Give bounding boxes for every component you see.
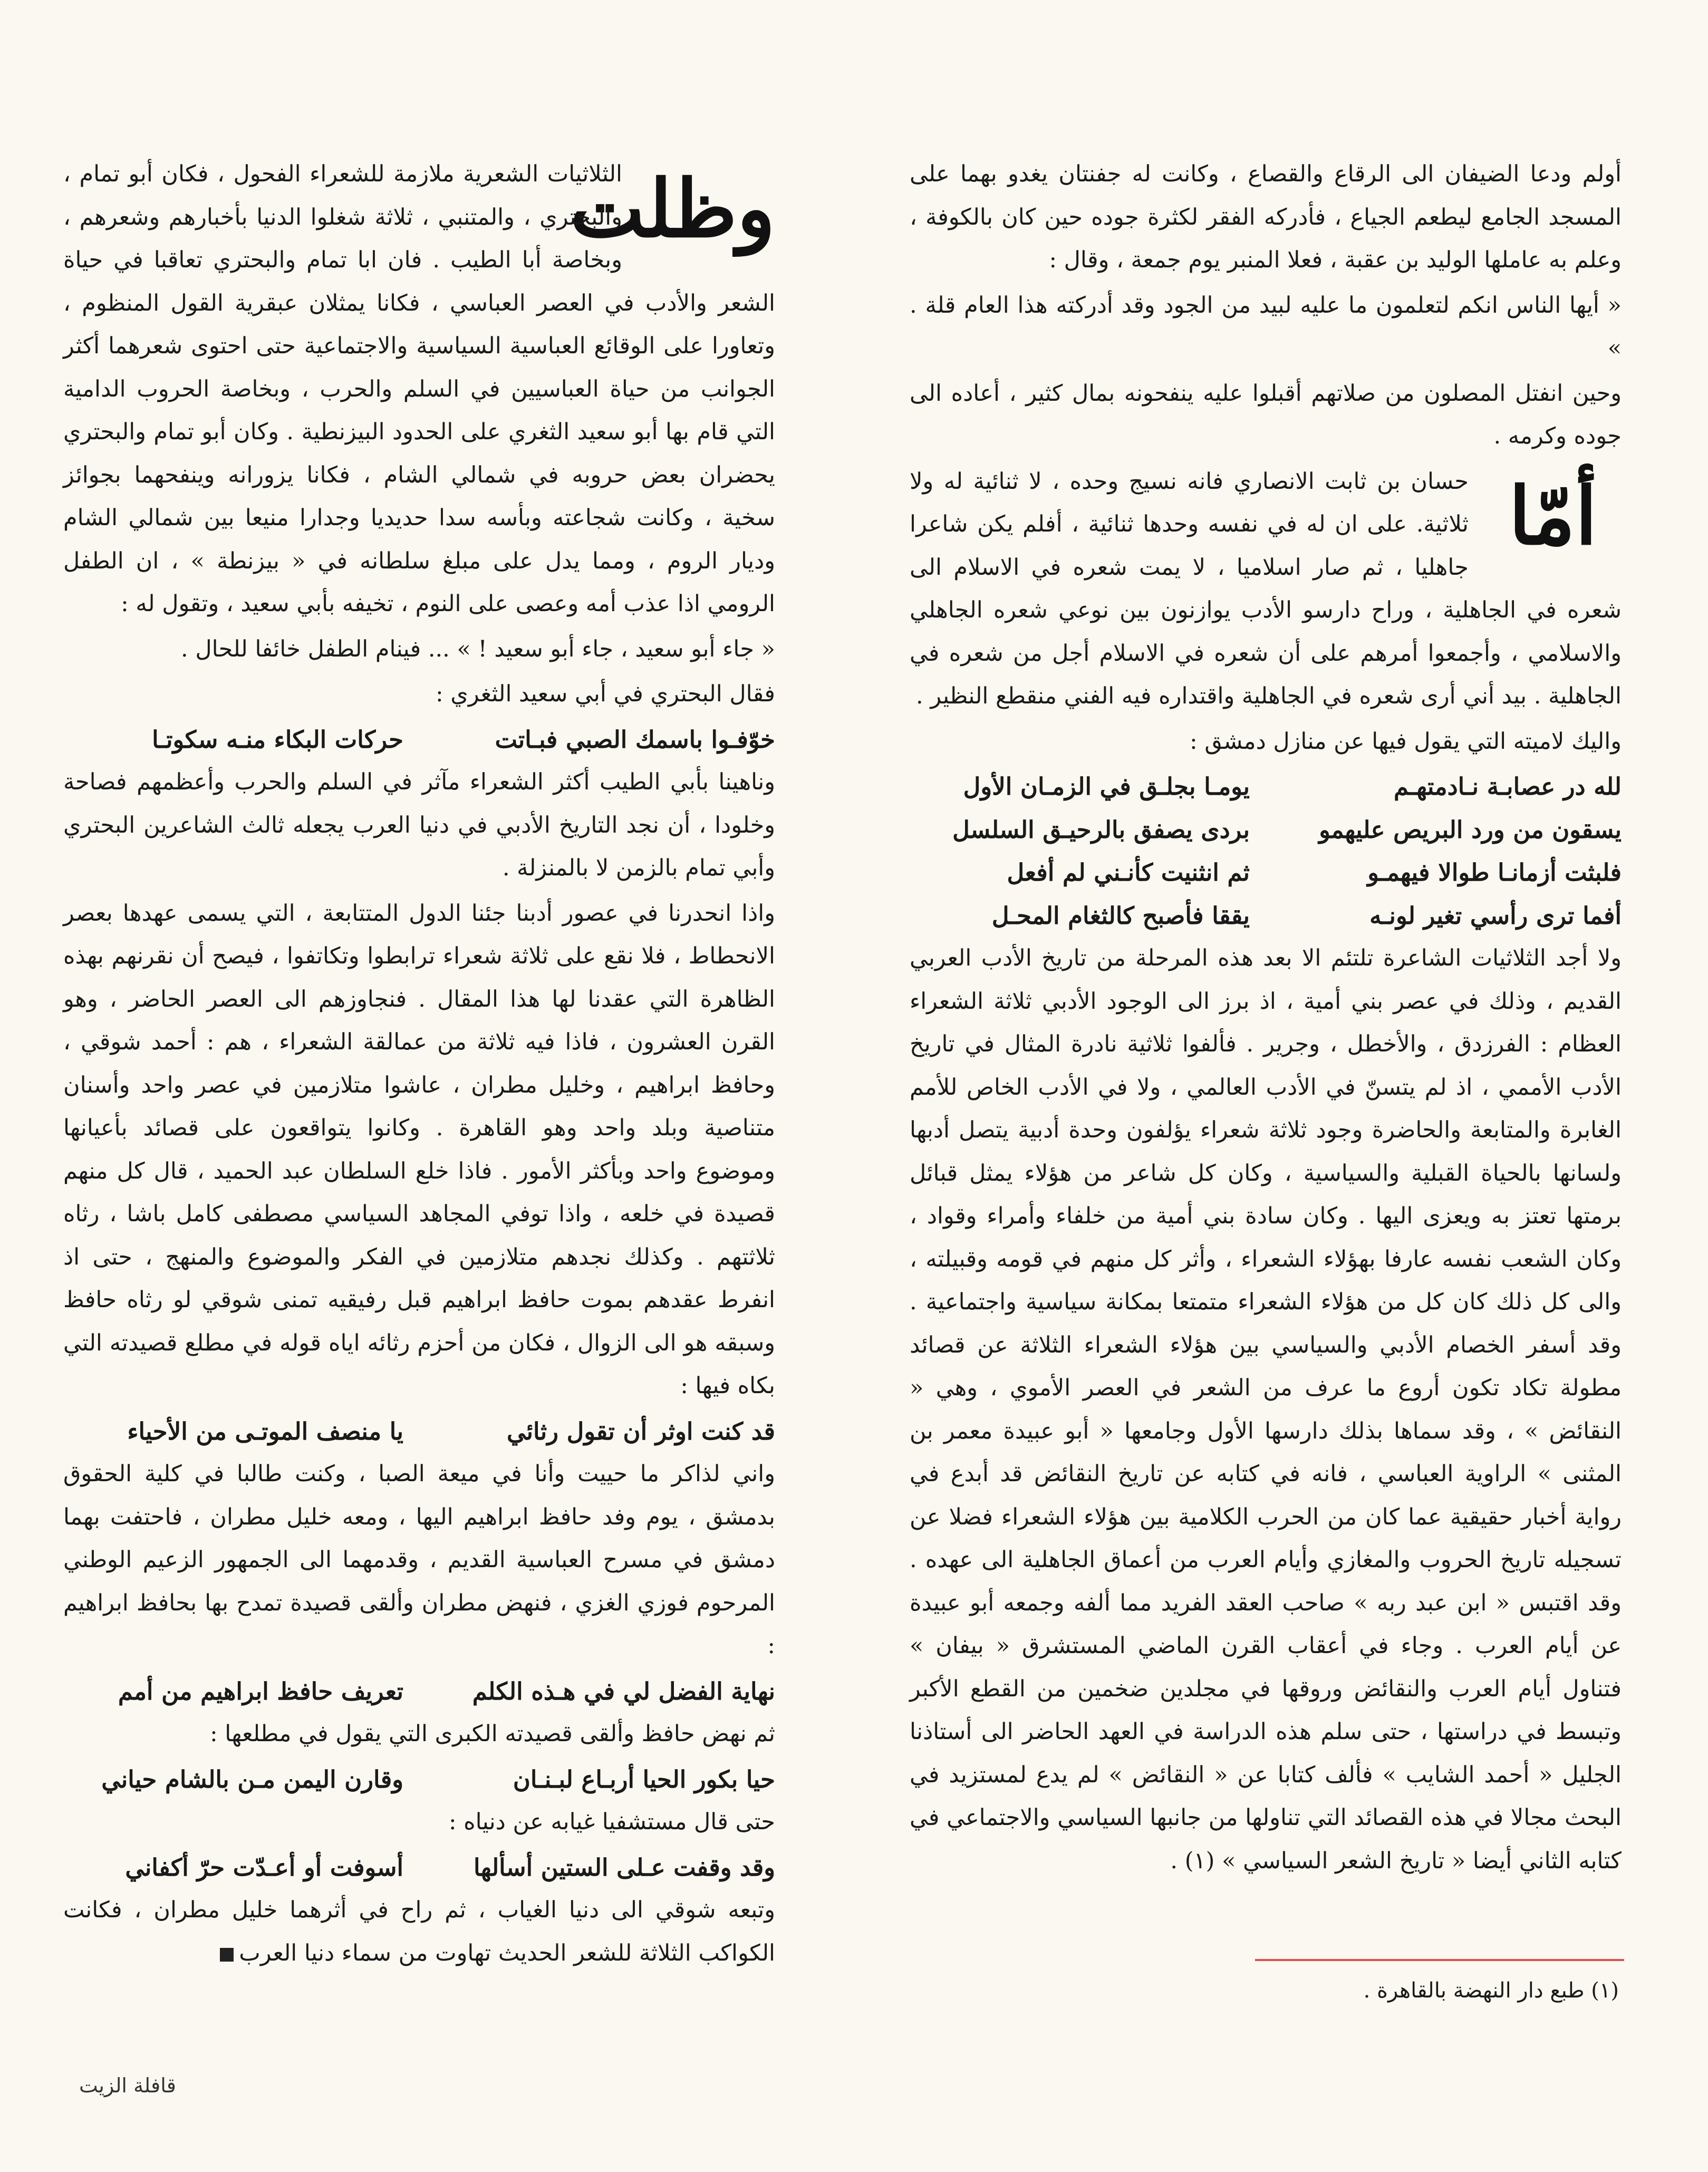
paragraph: حتى قال مستشفيا غيابه عن دنياه : [448,1809,775,1835]
verse-hemistich: حيا بكور الحيا أربـاع لبـنـان [513,1765,775,1793]
verse-hemistich: بردى يصفق بالرحيـق السلسل [952,815,1250,844]
footnote: (١) طبع دار النهضة بالقاهرة . [1363,1978,1619,2003]
paragraph: وناهينا بأبي الطيب أكثر الشعراء مآثر في السلم والحرب وأعظمهم فصاحة وخلودا ، أن نجد التاريخ الأدبي في دنيا العرب يجعله ثالث الشاعرين البحتري وأبي تمام بالزمن لا بالمنزلة . [63,769,775,881]
verse-hemistich: ثم انثنيت كأنـني لم أفعل [1007,858,1250,886]
verse-block [63,1670,775,1713]
verse-hemistich: قد كنت اوثر أن تقول رثائي [506,1417,775,1445]
paragraph: أولم ودعا الضيفان الى الرقاع والقصاع ، وكانت له جفنتان يغدو بهما على المسجد الجامع ليطعم الجياع ، فأدركه الفقر لكثرة جوده حين كان بالكوفة ، وعلم به عاملها الوليد بن عقبة ، فعلا المنبر يوم جمعة ، وقال : [910,161,1622,273]
verse-hemistich: لله در عصابـة نـادمتهـم [1394,773,1622,800]
paragraph: حسان بن ثابت الانصاري فانه نسيج وحده ، لا ثنائية له ولا ثلاثية. على ان له في نفسه وحدها ثنائية ، أفلم يكن شاعرا جاهليا ، ثم صار اسلاميا ، لا يمت شعره في الاسلام الى شعره في الجاهلية ، وراح دارسو الأدب يوازنون بين نوعي شعره الجاهلي والاسلامي ، وأجمعوا أمرهم على أن شعره في الاسلام أجل من شعره في الجاهلية . بيد أني أرى شعره في الجاهلية واقتداره فيه الفني منقطع النظير . [910,468,1622,709]
verse-block [63,1410,775,1453]
paragraph [63,1889,775,1975]
verse-hemistich: خوّفـوا باسمك الصبي فبـاتت [495,725,775,754]
paragraph-text: وتبعه شوقي الى دنيا الغياب ، ثم راح في أثرهما خليل مطران ، فكانت الكواكب الثلاثة للشعر الحديث تهاوت من سماء دنيا العرب [63,1897,775,1966]
verse-hemistich: وقد وقفت عـلى الستين أسألها [473,1853,775,1881]
verse-block [63,1758,775,1801]
right-column [910,153,1622,1885]
verse-hemistich: يسقون من ورد البريص عليهمو [1319,815,1622,844]
dropcap: أمّا [1509,469,1597,563]
verse-block [63,1846,775,1889]
verse-hemistich: حركات البكاء منـه سكوتـا [152,725,403,754]
dropcap: وظلت [570,162,775,255]
verse-hemistich: يومـا بجلـق في الزمـان الأول [963,773,1250,800]
footnote-rule [1255,1959,1624,1961]
paragraph: ولا أجد الثلاثيات الشاعرة تلتئم الا بعد هذه المرحلة من تاريخ الأدب العربي القديم ، وذلك في عصر بني أمية ، اذ برز الى الوجود الأدبي ثلاثة الشعراء العظام : الفرزدق ، والأخطل ، وجرير . فألفوا ثلاثية نادرة المثال في تاريخ الأدب الأممي ، اذ لم يتسنّ في الأدب العالمي ، ولا في الأدب الخاص للأمم الغابرة والمتابعة والحاضرة وجود ثلاثة شعراء يؤلفون وحدة أدبية يتصل أدبها ولسانها بالحياة القبلية والسياسية ، وكان كل شاعر من هؤلاء يمثل قبائل برمتها تعتز به ويعزى اليها . وكان سادة بني أمية من خلفاء وأمراء وقواد ، وكان الشعب نفسه عارفا بهؤلاء الشعراء ، وأثر كل منهم في قومه وقبيلته ، والى كل ذلك كان كل من هؤلاء الشعراء متمتعا بمكانة سياسية واجتماعية . وقد أسفر الخصام الأدبي والسياسي بين هؤلاء الشعراء الثلاثة عن قصائد مطولة تكاد تكون أروع ما عرف من الشعر في العصر الأموي ، وهي « النقائض » ، وقد سماها بذلك دارسها الأول وجامعها « أبو عبيدة معمر بن المثنى » الراوية العباسي ، فانه في كتابه عن تاريخ النقائض قد أبدع في رواية أخبار حقيقية عما كان من الحرب الكلامية بين هؤلاء الشعراء فضلا عن تسجيله تاريخ الحروب والمغازي وأيام العرب من أعماق الجاهلية الى عهده . وقد اقتبس « ابن عبد ربه » صاحب العقد الفريد مما ألفه وجمعه أبو عبيدة عن أيام العرب . وجاء في أعقاب القرن الماضي المستشرق « بيفان » فتناول أيام العرب والنقائض وروقها في مجلدين ضخمين من القطع الأكبر وتبسط في دراستها ، حتى سلم هذه الدراسة في العهد الحاضر الى أستاذنا الجليل « أحمد الشايب » فألف كتابا عن « النقائض » لم يدع لمستزيد في البحث مجالا في هذه القصائد التي تناولها من جانبها السياسي والاجتماعي في كتابه الثاني أيضا « تاريخ الشعر السياسي » (١) . [910,945,1622,1874]
verse-hemistich: يا منصف الموتـى من الأحياء [127,1417,403,1445]
verse-hemistich: نهاية الفضل لي في هـذه الكلم [472,1677,775,1705]
verse-block [63,718,775,761]
paragraph: الثلاثيات الشعرية ملازمة للشعراء الفحول ، فكان أبو تمام ، والبحتري ، والمتنبي ، ثلاثة شغلوا الدنيا بأخبارهم وشعرهم ، وبخاصة أبا الطيب . فان ابا تمام والبحتري تعاقبا في حياة الشعر والأدب في العصر العباسي ، فكانا يمثلان عبقرية القول المنظوم ، وتعاورا على الوقائع العباسية السياسية والاجتماعية حتى احتوى شعرهما أكثر الجوانب من حياة العباسيين في السلم والحرب ، وبخاصة الحروب الدامية التي قام بها أبو سعيد الثغري على الحدود البيزنطية . وكان أبو تمام والبحتري يحضران بعض حروبه في شمالي الشام ، فكانا يزورانه وينفحهما بجوائز سخية ، وكانت شجاعته وبأسه سدا حديديا وجدارا منيعا بين شمالي الشام وديار الروم ، ومما يدل على مبلغ سلطانه في « بيزنطة » ، ان الطفل الرومي اذا عذب أمه وعصى على النوم ، تخيفه بأبي سعيد ، وتقول له : [63,161,776,617]
paragraph: واني لذاكر ما حييت وأنا في ميعة الصبا ، وكنت طالبا في كلية الحقوق بدمشق ، يوم وفد حافظ ابراهيم اليها ، ومعه خليل مطران ، فاحتفت بهما دمشق في مسرح العباسية القديم ، وقدمهما الى الجمهور الزعيم الوطني المرحوم فوزي الغزي ، فنهض مطران وألقى قصيدة تمدح بها بحافظ ابراهيم : [63,1461,775,1659]
verse-hemistich: أسوفت أو أعـدّت حرّ أكفاني [125,1853,403,1881]
paragraph: فقال البحتري في أبي سعيد الثغري : [436,681,775,707]
verse-hemistich: فلبثت أزمانـا طوالا فيهمـو [1367,858,1622,886]
verse-block [910,765,1622,937]
verse-hemistich: أفما ترى رأسي تغير لونـه [1369,901,1622,930]
footer-magazine-name: قافلة الزيت [79,2074,176,2097]
verse-hemistich: تعريف حافظ ابراهيم من أمم [118,1677,403,1705]
verse-hemistich: يققا فأصبح كالثغام المحـل [991,901,1250,930]
paragraph: وحين انفتل المصلون من صلاتهم أقبلوا عليه ينفحونه بمال كثير ، أعاده الى جوده وكرمه . [910,380,1622,449]
end-of-article-mark [220,1948,234,1962]
paragraph: « جاء أبو سعيد ، جاء أبو سعيد ! » ... فينام الطفل خائفا للحال . [181,635,775,662]
paragraph: واليك لاميته التي يقول فيها عن منازل دمشق : [1190,728,1622,755]
paragraph: ثم نهض حافظ وألقى قصيدته الكبرى التي يقول في مطلعها : [210,1721,775,1747]
verse-hemistich: وقارن اليمن مـن بالشام حياني [101,1765,403,1793]
left-column [63,153,775,1977]
paragraph: « أيها الناس انكم لتعلمون ما عليه لبيد من الجود وقد أدركته هذا العام قلة . » [910,292,1622,361]
paragraph: واذا انحدرنا في عصور أدبنا جئنا الدول المتتابعة ، التي يسمى عهدها بعصر الانحطاط ، فلا نقع على ثلاثة شعراء ترابطوا وتكاتفوا ، فيصح أن نقرنهم بهذه الظاهرة التي عقدنا لها هذا المقال . فنجاوزهم الى العصر الحاضر ، وهو القرن العشرون ، فاذا فيه ثلاثة من عمالقة الشعراء ، هم : أحمد شوقي ، وحافظ ابراهيم ، وخليل مطران ، عاشوا متلازمين في عصر واحد وأسنان متناصية وبلد واحد وهو القاهرة . وكانوا يتواقعون على قصائد بأعيانها وموضوع واحد وبأكثر الأمور . فاذا خلع السلطان عبد الحميد ، قال كل منهم قصيدة في خلعه ، واذا توفي المجاهد السياسي مصطفى كامل باشا ، رثاه ثلاثتهم . وكذلك نجدهم متلازمين في الفكر والموضوع والمنهج ، حتى اذ انفرط عقدهم بموت حافظ ابراهيم قبل رفيقيه تمنى شوقي لو رثاه حافظ وسبقه هو الى الزوال ، فكان من أحزم رثائه اياه قوله في مطلع قصيدته التي بكاه فيها : [63,900,775,1399]
